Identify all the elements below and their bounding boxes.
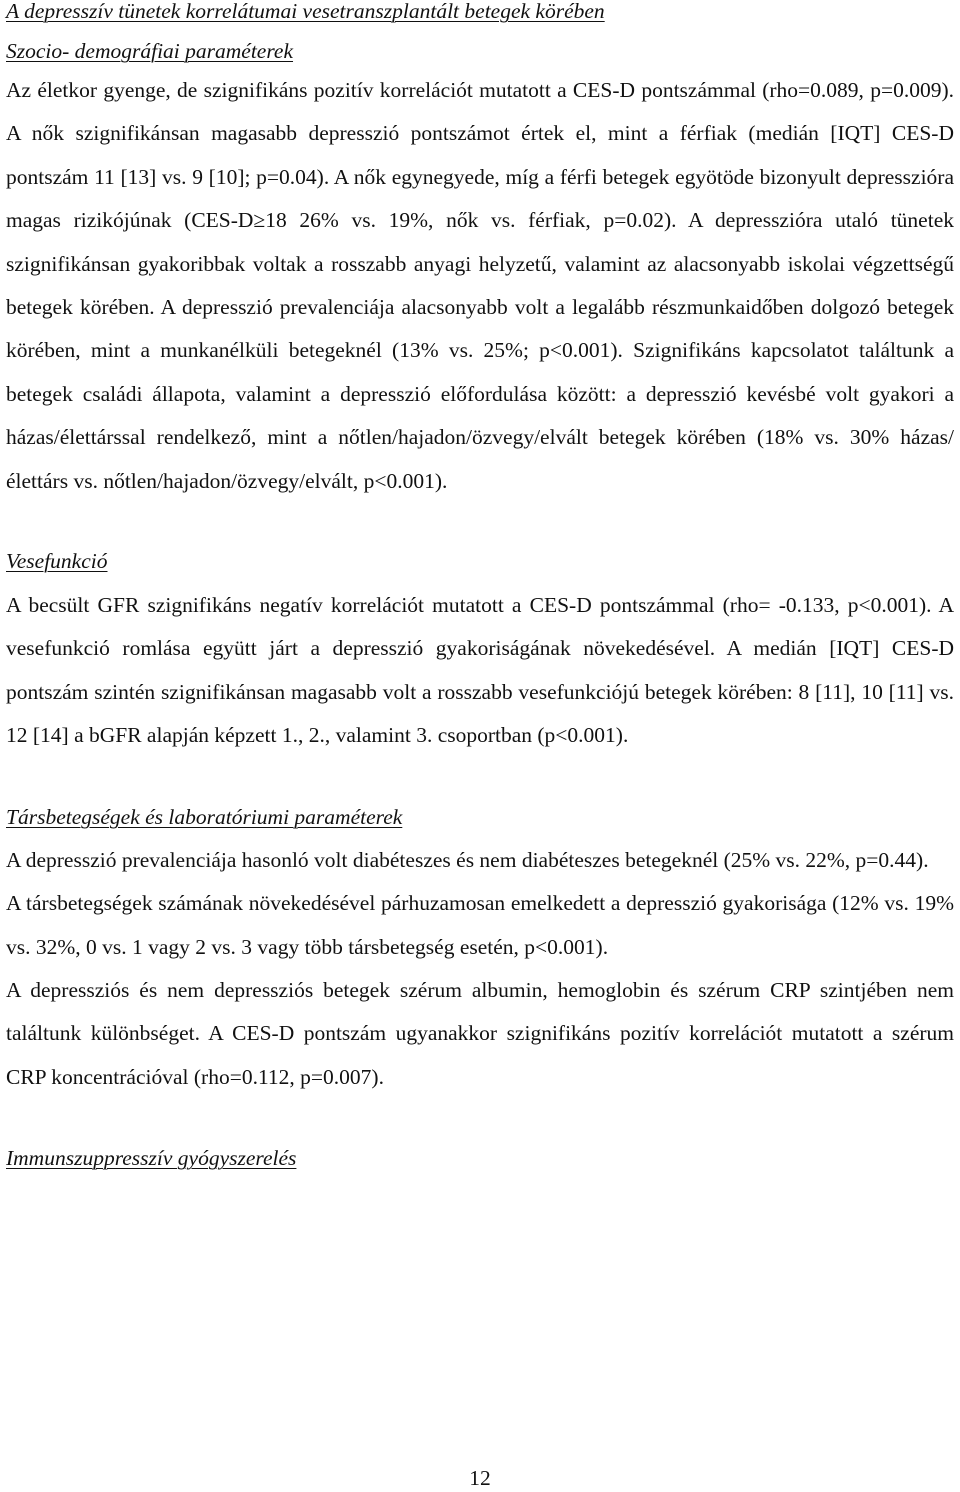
paragraph-laboratory: A depressziós és nem depressziós betegek szérum albumin, hemoglobin és szérum CRP szintjében nem találtunk különbséget. A CES-D pontszám ugyanakkor szignifikáns pozitív korrelációt mutatott a szérum CRP koncentrációval (rho=0.112, p=0.007).	[6, 977, 954, 1089]
section-heading-kidney-function: Vesefunkció	[6, 549, 108, 574]
subsection-heading: Szocio- demográfiai paraméterek	[6, 39, 294, 63]
paragraph-comorbidity-count: A társbetegségek számának növekedésével párhuzamosan emelkedett a depresszió gyakorisága (12% vs. 19% vs. 32%, 0 vs. 1 vagy 2 vs. 3 vagy több társbetegség esetén, p<0.001).	[6, 891, 954, 959]
paragraph-diabetes: A depresszió prevalenciája hasonló volt diabéteszes és nem diabéteszes betegeknél (25% vs. 22%, p=0.44).	[6, 847, 929, 872]
document-title: A depresszív tünetek korrelátumai vesetranszplantált betegek körében	[6, 0, 605, 23]
section-heading-comorbidities: Társbetegségek és laboratóriumi paraméterek	[6, 804, 403, 829]
paragraph-kidney-function: A becsült GFR szignifikáns negatív korrelációt mutatott a CES-D pontszámmal (rho= -0.133, p<0.001). A vesefunkció romlása együtt járt a depresszió gyakoriságának növekedésével. A medián [IQT] CES-D pontszám szintén szignifikánsan magasabb volt a rosszabb vesefunkciójú betegek körében: 8 [11], 10 [11] vs. 12 [14] a bGFR alapján képzett 1., 2., valamint 3. csoportban (p<0.001).	[6, 593, 954, 748]
document-page	[6, 0, 954, 1173]
paragraph-sociodemographic: Az életkor gyenge, de szignifikáns pozitív korrelációt mutatott a CES-D pontszámmal (rho=0.089, p=0.009). A nők szignifikánsan magasabb depresszió pontszámot értek el, mint a férfiak (medián [IQT] CES-D pontszám 11 [13] vs. 9 [10]; p=0.04). A nők egynegyede, míg a férfi betegek egyötöde bizonyult depresszióra magas rizikójúnak (CES-D≥18 26% vs. 19%, nők vs. férfiak, p=0.02). A depresszióra utaló tünetek szignifikánsan gyakoribbak voltak a rosszabb anyagi helyzetű, valamint az alacsonyabb iskolai végzettségű betegek körében. A depresszió prevalenciája alacsonyabb volt a legalább részmunkaidőben dolgozó betegek körében, mint a munkanélküli betegeknél (13% vs. 25%; p<0.001). Szignifikáns kapcsolatot találtunk a betegek családi állapota, valamint a depresszió előfordulása között: a depresszió kevésbé volt gyakori a házas/élettárssal rendelkező, mint a nőtlen/hajadon/özvegy/elvált betegek körében (18% vs. 30% házas/élettárs vs. nőtlen/hajadon/özvegy/elvált, p<0.001).	[6, 78, 954, 493]
page-number: 12	[469, 1466, 491, 1490]
section-heading-immunosuppression: Immunszuppresszív gyógyszerelés	[6, 1146, 297, 1171]
